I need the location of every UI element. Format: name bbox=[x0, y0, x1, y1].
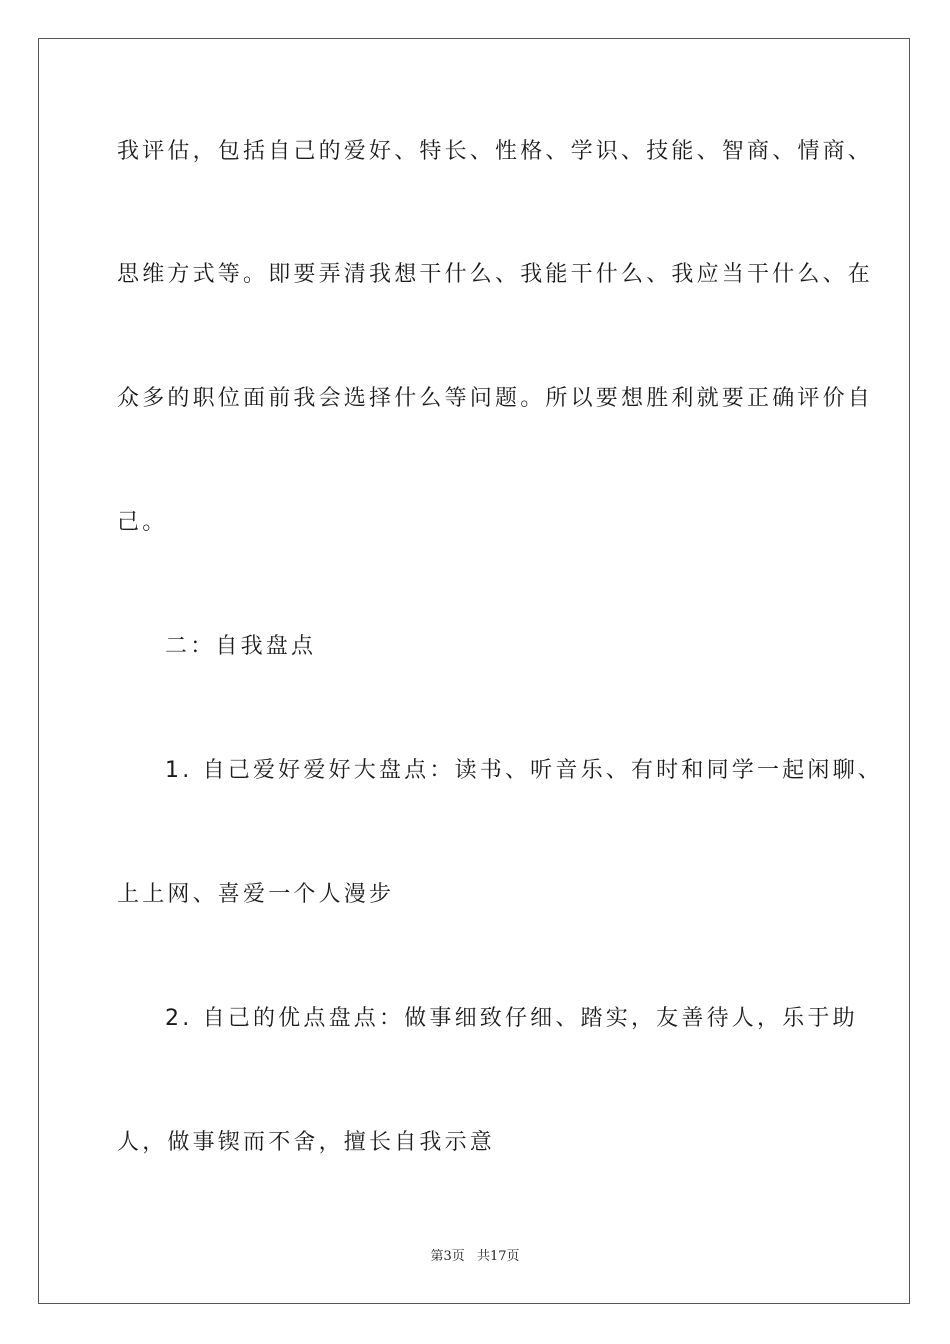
paragraph-line: 众多的职位面前我会选择什么等问题。所以要想胜利就要正确评价自 bbox=[117, 386, 874, 411]
paragraph-line: 己。 bbox=[117, 510, 168, 535]
section-heading: 二：自我盘点 bbox=[165, 634, 317, 659]
list-item: 1. 自己爱好爱好大盘点：读书、听音乐、有时和同学一起闲聊、 bbox=[165, 758, 883, 783]
page-number: 第3页 bbox=[430, 1249, 465, 1264]
paragraph-line: 我评估，包括自己的爱好、特长、性格、学识、技能、智商、情商、 bbox=[117, 139, 874, 164]
page-border bbox=[38, 38, 910, 1304]
total-pages: 共17页 bbox=[476, 1249, 520, 1264]
paragraph-line: 思维方式等。即要弄清我想干什么、我能干什么、我应当干什么、在 bbox=[117, 262, 874, 287]
list-item: 2. 自己的优点盘点：做事细致仔细、踏实，友善待人，乐于助 bbox=[165, 1006, 858, 1031]
list-item-continuation: 人，做事锲而不舍，擅长自我示意 bbox=[117, 1130, 496, 1155]
page-footer bbox=[0, 1248, 950, 1266]
list-item-continuation: 上上网、喜爱一个人漫步 bbox=[117, 882, 395, 907]
